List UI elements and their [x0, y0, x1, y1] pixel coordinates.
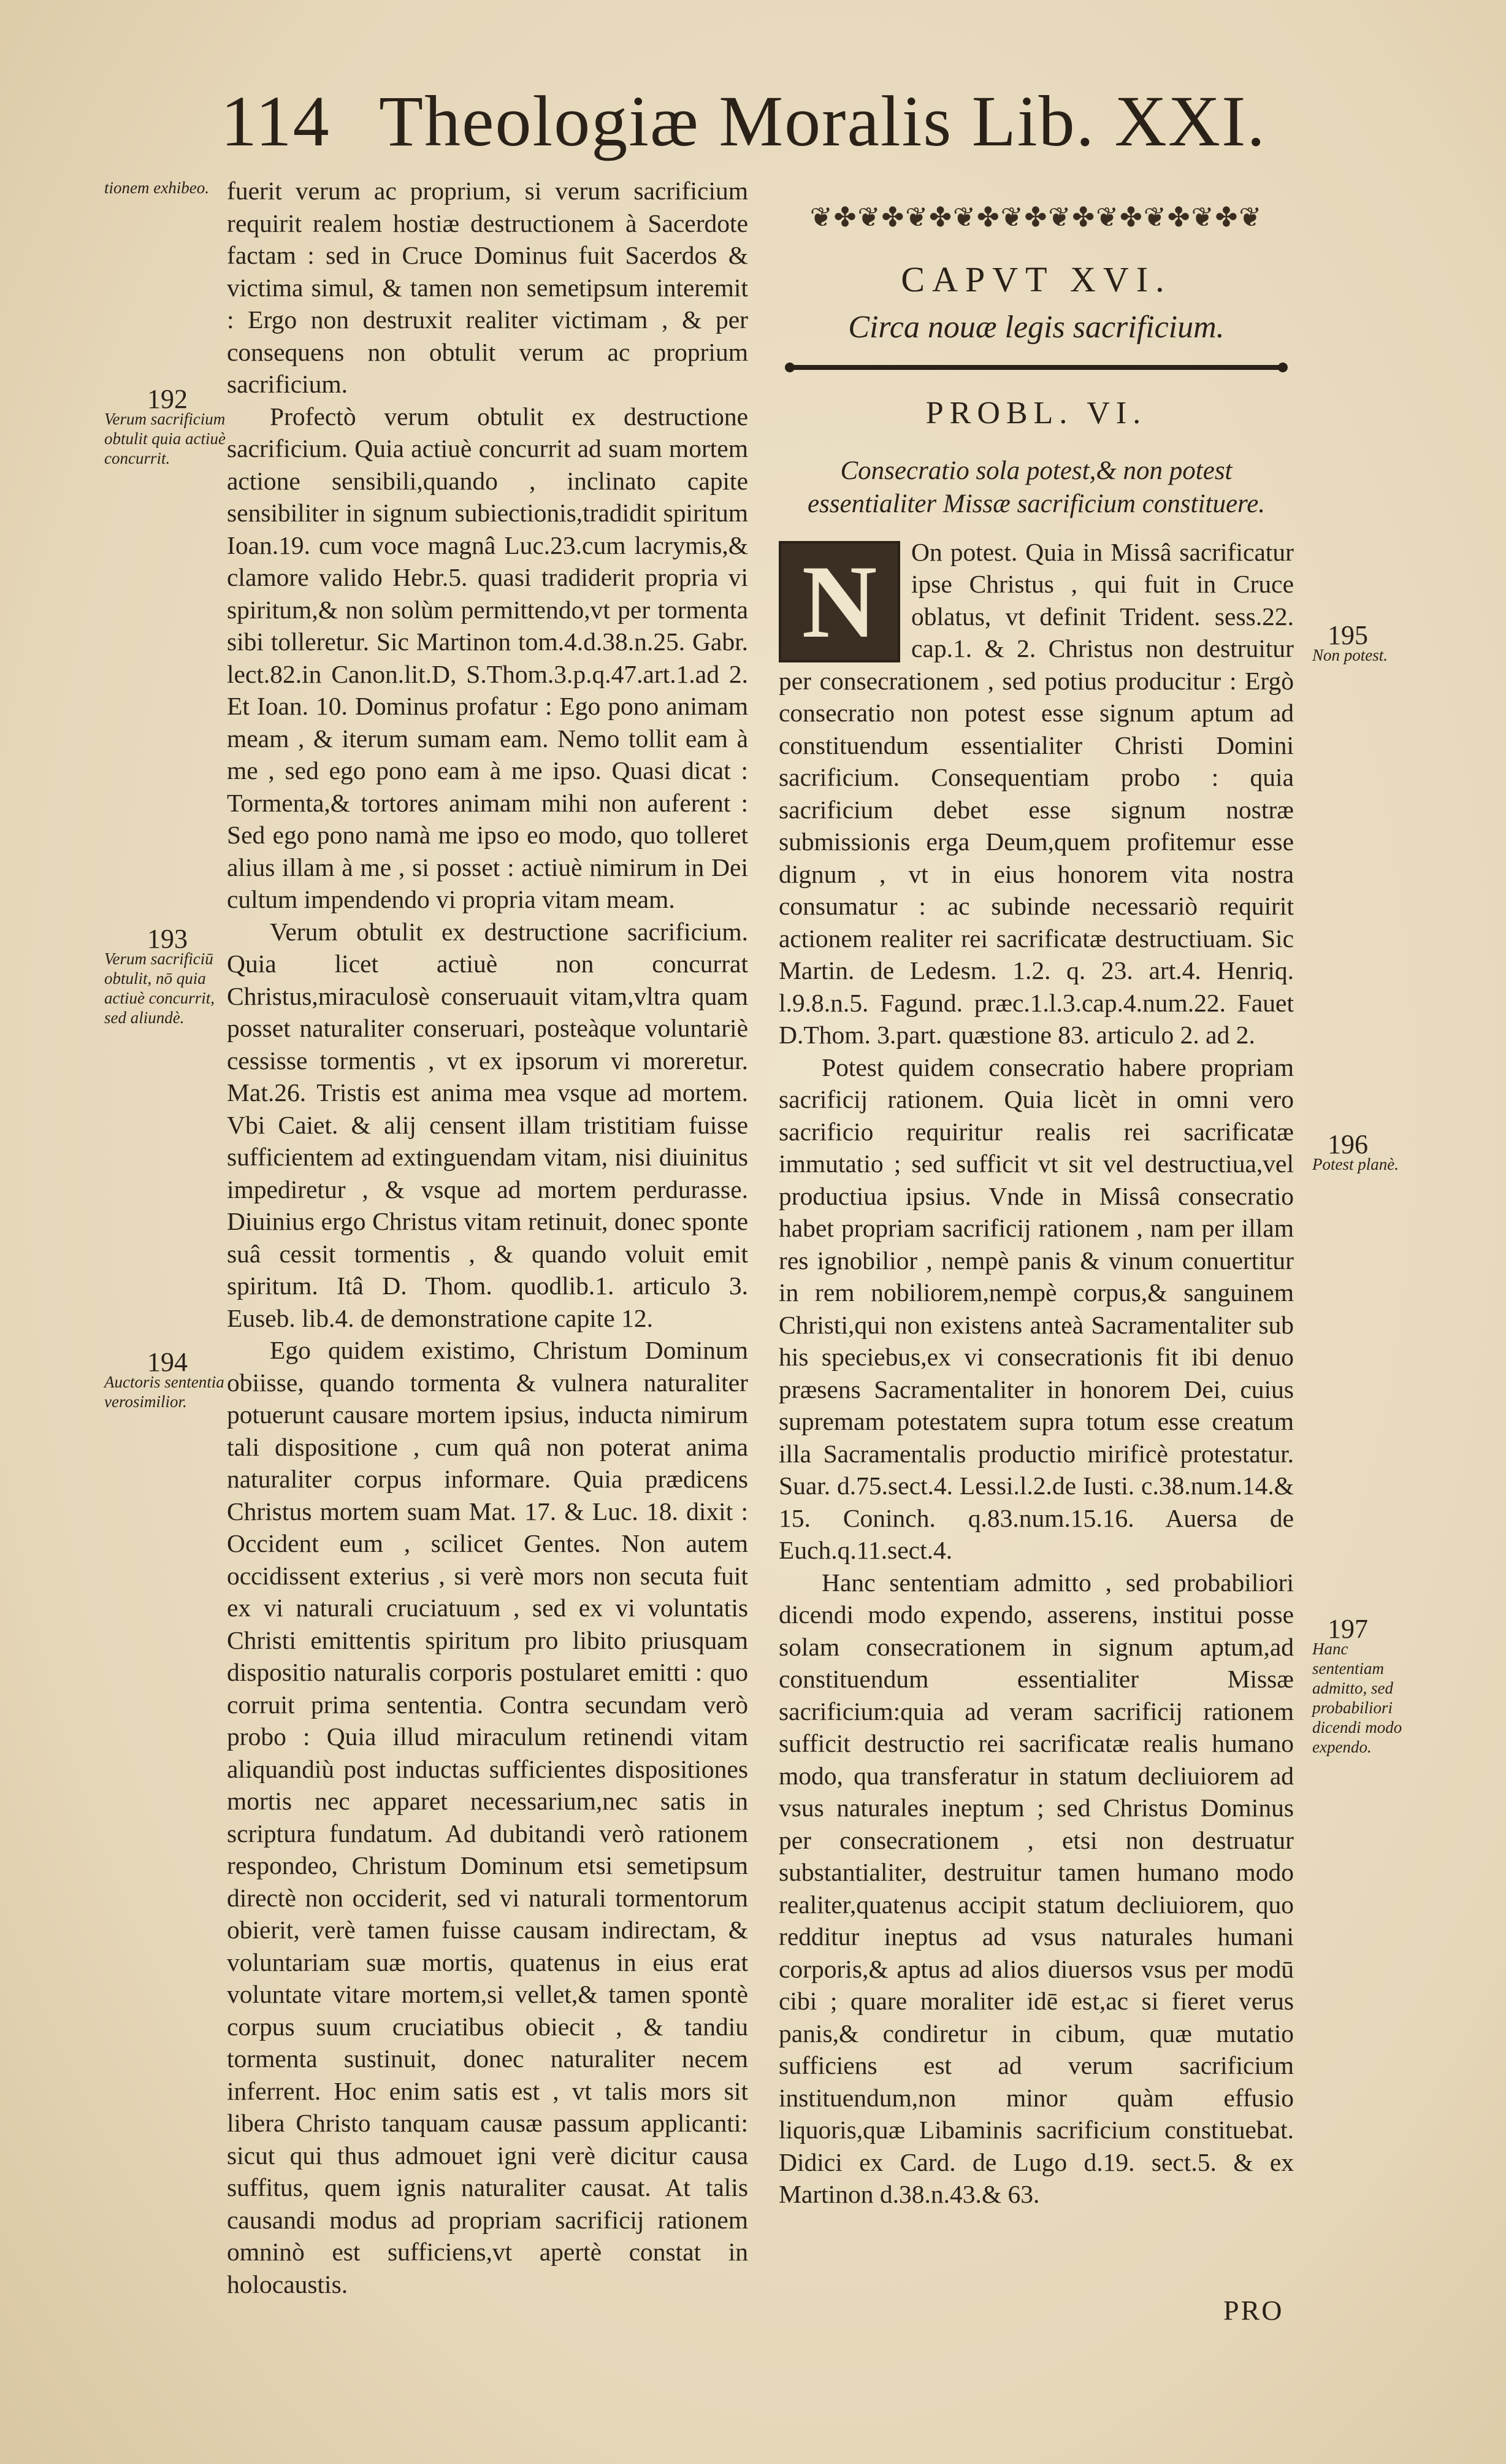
margin-note [104, 384, 233, 468]
body-paragraph: On potest. Quia in Missâ sacrificatur ipse Christus , qui fuit in Cruce oblatus, vt definit Trident. sess.22. cap.1. & 2. Christus non destruitur per consecrationem , sed potius producitur : Ergò consecratio non potest esse signum aptum ad constituendum essentialiter Christi Domini sacrificium. Consequentiam probo : quia sacrificium debet esse signum nostræ submissionis erga Deum,quem profitemur esse dignum , vt in eius honorem vita nostra consumatur : ac subinde necessariò requirit actionem realiter rei sacrificatæ destructiuam. Sic Martin. de Ledesm. 1.2. q. 23. art.4. Henriq. l.9.8.n.5. Fagund. præc.1.l.3.cap.4.num.22. Fauet D.Thom. 3.part. quæstione 83. articulo 2. ad 2. [779, 537, 1294, 1049]
body-paragraph: Hanc sententiam admitto , sed probabiliori dicendi modo expendo, asserens, institui posse solam consecrationem in signum aptum,ad constituendum essentialiter Missæ sacrificium:quia ad veram sacrificij rationem sufficit destructio rei sacrificatæ realis humano modo, qua transferatur in statum decliuiorem ad vsus naturales ineptum ; sed Christus Dominus per consecrationem , etsi non destruatur substantialiter, destruitur tamen humano modo realiter,quatenus accipit statum decliuiorem, quo redditur ineptus ad vsus naturales humani corporis,& aptus ad alios diuersos vsus per modū cibi ; quare moraliter idē est,ac si fieret verus panis,& condiretur in cibum, quæ mutatio sufficiens est ad verum sacrificium instituendum,non minor quàm effusio liquoris,quæ Libaminis sacrificium constituebat. Didici ex Card. de Lugo d.19. sect.5. & ex Martinon d.38.n.43.& 63. [779, 1568, 1294, 2208]
paragraph-number: 194 [147, 1347, 188, 1377]
paragraph-number: 192 [147, 384, 188, 414]
right-column-text [779, 536, 1294, 2211]
margin-note-text: Verum sacrificiū obtulit, nō quia actiuè concurrit, sed aliundè. [104, 950, 215, 1027]
margin-note [1312, 1614, 1423, 1757]
body-paragraph: Potest quidem consecratio habere propriam sacrificij rationem. Quia licèt in omni vero sacrificio requiritur realis rei sacrificatæ immutatio ; sed sufficit vt sit vel destructiua,vel productiua ipsius. Vnde in Missâ consecratio habet propriam sacrificij rationem , nam per illam res ignobilior , nempè panis & vinum conuertitur in rem nobiliorem,nempè corpus,& sanguinem Christi,qui non existens anteà Sacramentaliter sub his speciebus,ex vi consecrationis fit ibi denuo præsens Sacramentaliter in honorem Dei, cuius supremam potestatem supra totum esse creatum illa Sacramentalis productio mirificè protestatur. Suar. d.75.sect.4. Lessi.l.2.de Iusti. c.38.num.14.& 15. Coninch. q.83.num.15.16. Auersa de Euch.q.11.sect.4. [779, 1053, 1294, 1564]
margin-note [104, 178, 233, 198]
chapter-subtitle: Circa nouæ legis sacrificium. [848, 309, 1225, 345]
margin-note-text: Non potest. [1312, 646, 1388, 664]
margin-note [1312, 620, 1423, 665]
right-column [779, 199, 1294, 2211]
body-paragraph: Profectò verum obtulit ex destructione sacrificium. Quia actiuè concurrit ad suam mortem actione sensibili,quando , inclinato capite sensibiliter in signum subiectionis,tradidit spiritum Ioan.19. cum voce magnâ Luc.23.cum lacrymis,& clamore valido Hebr.5. quasi tradiderit propria vi spiritum,& non solùm permittendo,vt per tormenta sibi tolleretur. Sic Martinon tom.4.d.38.n.25. Gabr. lect.82.in Canon.lit.D, S.Thom.3.p.q.47.art.1.ad 2. Et Ioan. 10. Dominus profatur : Ego pono animam meam , & iterum sumam eam. Nemo tollit eam à me , sed ego pono eam à me ipso. Quasi dicat : Tormenta,& tortores animam mihi non auferent : Sed ego pono namà me ipso eo modo, quo tolleret alius illam à me , si posset : actiuè nimirum in Dei cultum impendendo vi propria vitam meam. [227, 402, 748, 913]
running-header [221, 80, 1266, 163]
margin-note-text: Hanc sententiam admitto, sed probabiliori dicendi modo expendo. [1312, 1640, 1402, 1756]
drop-cap-initial: N [779, 541, 900, 662]
margin-note [1312, 1129, 1423, 1174]
catchword: PRO [1223, 2295, 1284, 2326]
margin-note-text: Auctoris sententia verosimilior. [104, 1373, 224, 1411]
margin-note-text: tionem exhibeo. [104, 178, 209, 197]
problem-label: PROBL. VI. [925, 396, 1147, 431]
body-paragraph: Verum obtulit ex destructione sacrificium. Quia licet actiuè non concurrat Christus,miraculosè conseruauit vitam,vltra quam posset naturaliter conseruari, posteàque voluntariè cessisse tormentis , vt ex ipsorum vi moreretur. Mat.26. Tristis est anima mea vsque ad mortem. Vbi Caiet. & alij censent illam tristitiam fuisse sufficientem ad extinguendam vitam, nisi diuinitus impediretur , & vsque ad mortem perdurasse. Diuinius ergo Christus vitam retinuit, donec sponte suâ cessit tormentis , & quando voluit emit spiritum. Itâ D. Thom. quodlib.1. articulo 3. Euseb. lib.4. de demonstratione capite 12. [227, 917, 748, 1332]
body-paragraph: fuerit verum ac proprium, si verum sacrificium requirit realem hostiæ destructionem à Sacerdote factam : sed in Cruce Dominus fuit Sacerdos & victima simul, & tamen non semetipsum interemit : Ergo non destruxit realiter victimam , & per consequens non obtulit verum ac proprium sacrificium. [227, 177, 748, 398]
margin-note-text: Potest planè. [1312, 1155, 1399, 1173]
body-paragraph: Ego quidem existimo, Christum Dominum obiisse, quando tormenta & vulnera naturaliter potuerunt causare mortem ipsius, inducta nimirum tali dispositione , cum quâ non poterat anima naturaliter corpus informare. Quia prædicens Christus mortem suam Mat. 17. & Luc. 18. dixit : Occident eum , scilicet Gentes. Non autem occidissent exterius , si verè mors non secuta fuit ex vi naturali cruciatuum , sed ex vi voluntatis Christi emittentis spiritum pro libito priusquam dispositio naturalis corporis postularet emitti : quo corruit prima sententia. Contra secundam verò probo : Quia illud miraculum retinendi vitam aliquandiù post inductas sufficientes dispositiones mortis nec apparet necessarium,nec satis in scriptura fundatum. Ad dubitandi verò rationem respondeo, Christum Dominum etsi semetipsum directè non occiderit, sed vi naturali tormentorum obierit, verè tamen fuisse causam indirectam, & voluntariam suæ mortis, quatenus in eius erat voluntate vitare mortem,si vellet,& tamen spontè corpus suum cruciatibus obiecit , & tandiu tormenta sustinuit, donec naturaliter necem inferrent. Hoc enim satis est , vt talis mors sit libera Christo tanquam causæ passum applicanti: sicut qui thus admouet igni verè dicitur causa suffitus, quem ignis naturaliter causat. At talis causandi modus ad propriam sacrificij rationem omninò est sufficiens,vt apertè constat in holocaustis. [227, 1336, 748, 2298]
chapter-heading: CAPVT XVI. [901, 259, 1172, 299]
margin-note [104, 924, 233, 1027]
paragraph-number: 197 [1328, 1614, 1368, 1644]
problem-title: Consecratio sola potest,& non potest essentialiter Missæ sacrificium constituere. [807, 456, 1266, 518]
divider-rule [791, 365, 1282, 370]
ornament-band: ❦✤❦✤❦✤❦✤❦✤❦✤❦✤❦✤❦✤❦ [809, 202, 1263, 232]
paragraph-number: 193 [147, 924, 188, 954]
margin-note [104, 1347, 233, 1411]
paragraph-number: 195 [1328, 620, 1368, 650]
left-column-text [227, 175, 748, 2300]
margin-note-text: Verum sacrificium obtulit quia actiuè concurrit. [104, 410, 226, 467]
running-title: Theologiæ Moralis Lib. XXI. [379, 81, 1266, 161]
page-number: 114 [221, 81, 331, 161]
paragraph-number: 196 [1328, 1129, 1368, 1159]
